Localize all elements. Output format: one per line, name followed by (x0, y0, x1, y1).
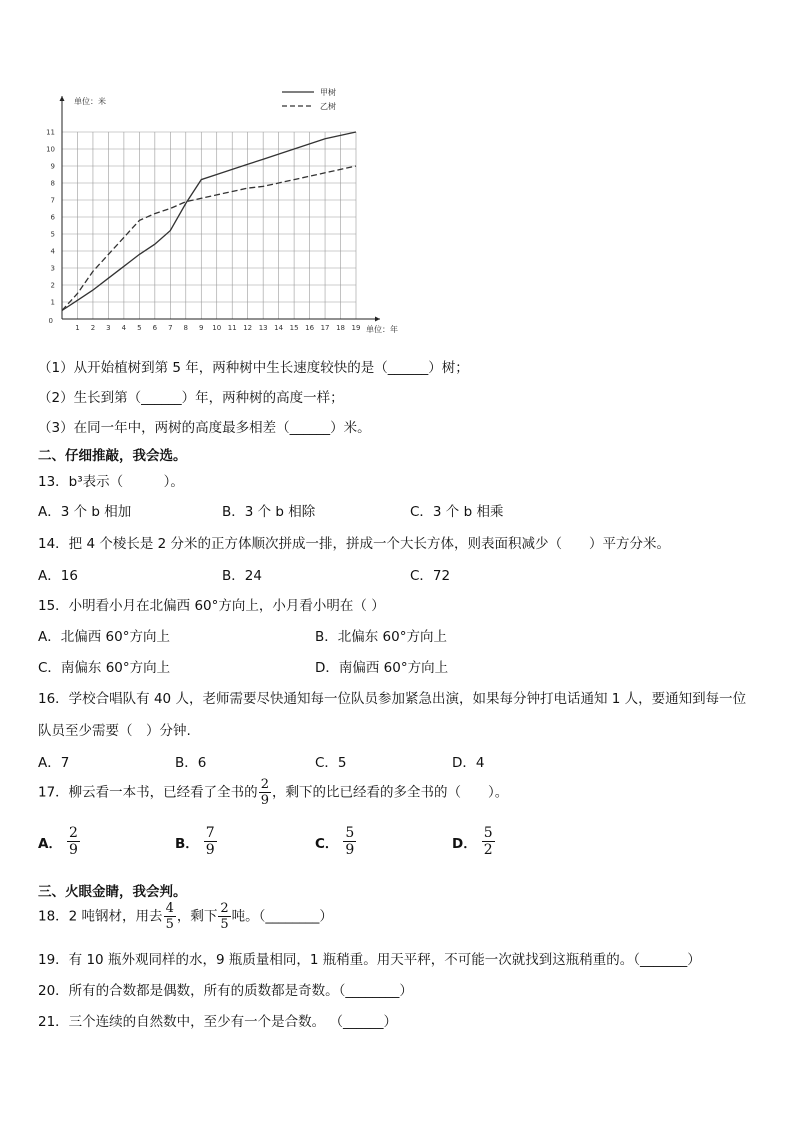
y-axis-label: 单位：米 (74, 97, 106, 106)
y-tick-label: 8 (50, 179, 55, 188)
q16-option-b: B．6 (175, 755, 207, 771)
q16-option-c: C．5 (315, 755, 347, 771)
chart-legend (282, 87, 336, 111)
x-tick-label: 14 (274, 324, 284, 332)
q18-text-post: 吨。（________） (231, 908, 333, 925)
y-tick-label: 9 (50, 162, 55, 171)
y-tick-label: 1 (50, 298, 55, 307)
q17-option-d-numerator: 5 (483, 825, 493, 841)
x-tick-label: 15 (289, 324, 299, 332)
q18-text-mid: ，剩下 (176, 908, 218, 925)
q14-option-b: B．24 (222, 568, 262, 584)
q17-option-b (175, 826, 218, 857)
q16-option-d: D．4 (452, 755, 485, 771)
y-tick-label: 3 (50, 264, 55, 273)
x-tick-label: 19 (351, 324, 361, 332)
x-tick-label: 3 (106, 324, 111, 332)
q17-option-c-fraction (343, 826, 356, 857)
x-tick-label: 5 (137, 324, 142, 332)
q17-fraction-numerator: 2 (260, 777, 269, 792)
x-tick-label: 10 (212, 324, 222, 332)
question-12-3: （3）在同一年中，两树的高度最多相差（______）米。 (38, 420, 371, 436)
question-12-1: （1）从开始植树到第 5 年，两种树中生长速度较快的是（______）树； (38, 360, 469, 376)
q17-option-b-label: B． (175, 835, 199, 852)
x-tick-label: 18 (336, 324, 345, 332)
chart-axes (60, 96, 381, 322)
x-tick-label: 7 (168, 324, 173, 332)
q17-option-d-denominator: 2 (483, 842, 493, 858)
section-2-heading: 二、仔细推敲，我会选。 (38, 448, 187, 464)
q18-fraction-left-numerator: 2 (220, 901, 229, 916)
q17-option-b-fraction (204, 826, 217, 857)
q18-fraction-left (218, 902, 230, 931)
y-tick-label: 4 (50, 247, 55, 256)
q18-fraction-used-denominator: 5 (165, 917, 174, 932)
x-tick-label: 16 (305, 324, 315, 332)
q17-option-b-numerator: 7 (205, 825, 215, 841)
x-tick-label: 6 (152, 324, 158, 332)
question-12-2: （2）生长到第（______）年，两种树的高度一样； (38, 390, 344, 406)
x-axis-arrow (375, 317, 380, 322)
q17-option-c-denominator: 9 (345, 842, 355, 858)
x-tick-label: 2 (90, 324, 96, 332)
y-tick-label: 7 (50, 196, 55, 205)
q17-option-a-fraction (67, 826, 80, 857)
q17-text-post: ，剩下的比已经看的多全书的（ ）。 (271, 784, 509, 801)
q17-fraction-denominator: 9 (260, 793, 269, 808)
y-tick-label: 6 (50, 213, 55, 222)
legend-label: 甲树 (320, 88, 336, 97)
chart-series (62, 132, 356, 311)
y-axis-arrow (60, 96, 65, 101)
q17-fraction (259, 778, 271, 807)
q18-fraction-left-denominator: 5 (220, 917, 229, 932)
q17-option-d (452, 826, 496, 857)
q17-option-d-fraction (482, 826, 495, 857)
q13-option-a: A．3 个 b 相加 (38, 504, 132, 520)
y-tick-label: 5 (50, 230, 55, 239)
series-line-甲树 (62, 132, 356, 311)
q17-text-pre: 17．柳云看一本书，已经看了全书的 (38, 784, 258, 801)
section-3-heading: 三、火眼金睛，我会判。 (38, 884, 187, 900)
x-tick-label: 17 (320, 324, 330, 332)
series-line-乙树 (62, 166, 356, 311)
question-16-line2: 队员至少需要（ ）分钟. (38, 723, 191, 739)
question-20: 20．所有的合数都是偶数，所有的质数都是奇数。（________） (38, 983, 413, 999)
q15-option-a: A．北偏西 60°方向上 (38, 629, 170, 645)
q17-option-a-denominator: 9 (68, 842, 78, 858)
x-tick-label: 13 (258, 324, 268, 332)
q18-text-pre: 18．2 吨钢材，用去 (38, 908, 163, 925)
q17-option-a (38, 826, 81, 857)
y-tick-label: 2 (50, 281, 55, 290)
q17-option-c-numerator: 5 (345, 825, 355, 841)
question-18 (38, 902, 333, 931)
y-tick-label: 10 (46, 145, 55, 154)
legend-label: 乙树 (320, 102, 336, 111)
q17-option-c (315, 826, 357, 857)
tree-growth-chart (30, 80, 400, 340)
y-tick-label: 11 (46, 128, 55, 137)
origin-label: 0 (48, 317, 53, 325)
q17-option-d-label: D． (452, 835, 477, 852)
q13-option-c: C．3 个 b 相乘 (410, 504, 504, 520)
q17-option-a-numerator: 2 (68, 825, 78, 841)
x-tick-label: 9 (199, 324, 204, 332)
q13-option-b: B．3 个 b 相除 (222, 504, 316, 520)
q15-option-c: C．南偏东 60°方向上 (38, 660, 171, 676)
x-tick-label: 1 (75, 324, 80, 332)
q15-option-b: B．北偏东 60°方向上 (315, 629, 447, 645)
q16-option-a: A．7 (38, 755, 70, 771)
question-16-line1: 16．学校合唱队有 40 人，老师需要尽快通知每一位队员参加紧急出演，如果每分钟打电话通知 1 人，要通知到每一位 (38, 691, 747, 707)
q17-option-b-denominator: 9 (205, 842, 215, 858)
q15-option-d: D．南偏西 60°方向上 (315, 660, 449, 676)
q17-option-a-label: A． (38, 835, 62, 852)
q14-option-a: A．16 (38, 568, 78, 584)
q18-fraction-used (164, 902, 176, 931)
x-axis-label: 单位：年 (366, 325, 398, 334)
question-21: 21．三个连续的自然数中，至少有一个是合数。 （______） (38, 1014, 397, 1030)
q18-fraction-used-numerator: 4 (165, 901, 174, 916)
question-15: 15．小明看小月在北偏西 60°方向上，小月看小明在（ ） (38, 598, 385, 614)
question-13: 13．b³表示（ ）。 (38, 474, 184, 490)
q14-option-c: C．72 (410, 568, 451, 584)
question-14: 14．把 4 个棱长是 2 分米的正方体顺次拼成一排，拼成一个大长方体，则表面积减少（ ）平方分米。 (38, 536, 671, 552)
x-tick-label: 8 (183, 324, 189, 332)
x-tick-label: 12 (243, 324, 253, 332)
chart-grid (62, 132, 356, 319)
q17-option-c-label: C． (315, 835, 339, 852)
x-tick-label: 4 (121, 324, 127, 332)
question-19: 19．有 10 瓶外观同样的水，9 瓶质量相同，1 瓶稍重。用天平秤，不可能一次就找到这瓶稍重的。（_______） (38, 952, 701, 968)
question-17 (38, 778, 508, 807)
x-tick-label: 11 (227, 324, 237, 332)
